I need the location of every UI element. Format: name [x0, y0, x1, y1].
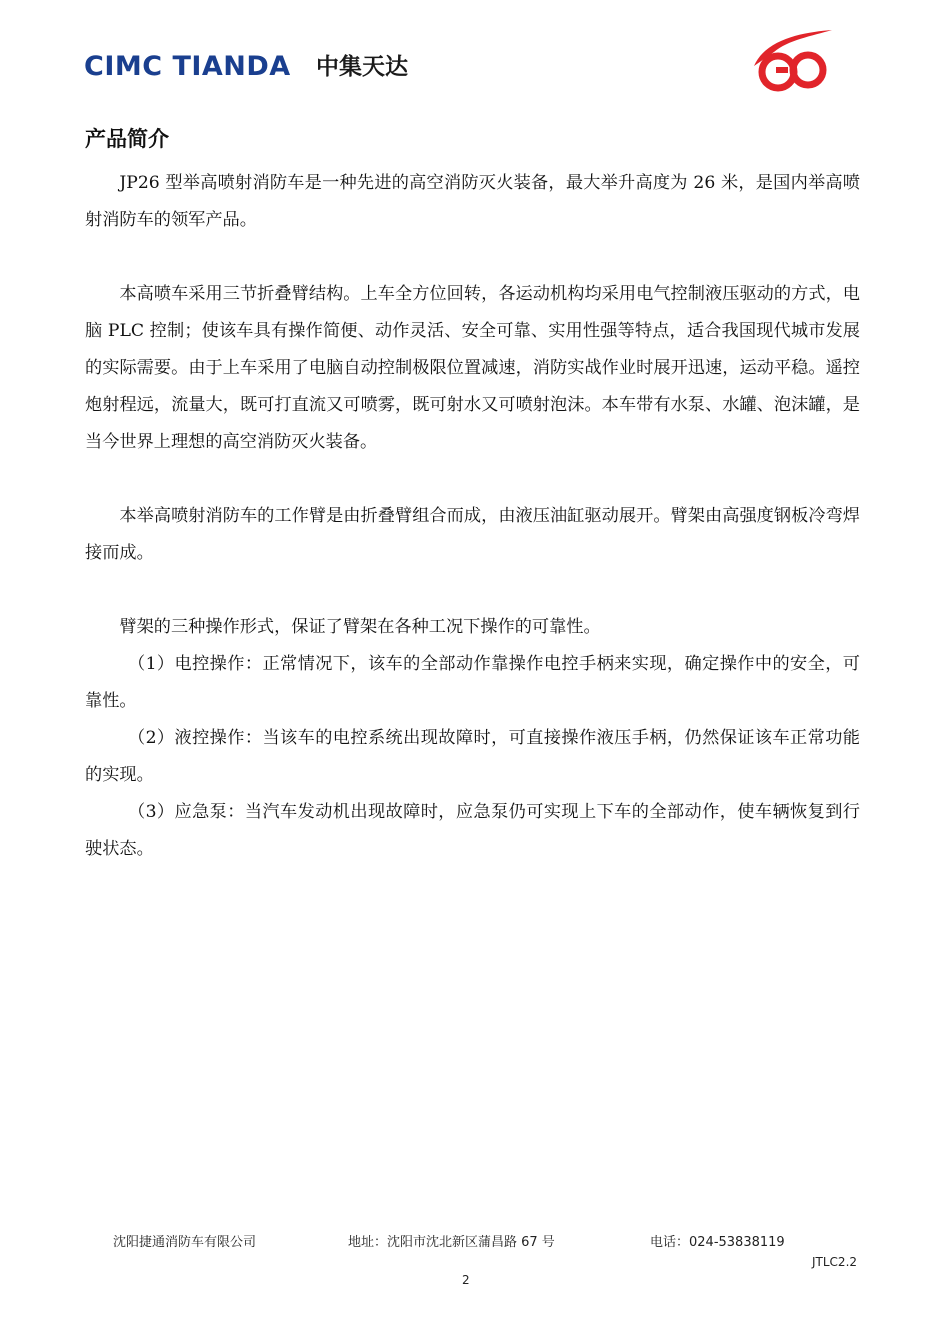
footer-phone: 电话：024-53838119	[650, 1235, 785, 1250]
paragraph-operation-modes: 臂架的三种操作形式，保证了臂架在各种工况下操作的可靠性。	[119, 617, 601, 637]
paragraph-structure: 本高喷车采用三节折叠臂结构。上车全方位回转，各运动机构均采用电气控制液压驱动的方式，电脑 PLC 控制；使该车具有操作简便、动作灵活、安全可靠、实用性强等特点，适合我国现代城市发展的实际需要。由于上车采用了电脑自动控制极限位置减速，消防实战作业时展开迅速，运动平稳。遥控炮射程远，流量大，既可打直流又可喷雾，既可射水又可喷射泡沫。本车带有水泵、水罐、泡沫罐，是当今世界上理想的高空消防灭火装备。	[85, 284, 860, 452]
footer-address: 地址：沈阳市沈北新区蒲昌路 67 号	[348, 1235, 555, 1250]
document-code: JTLC2.2	[812, 1255, 858, 1269]
page-title: 产品简介	[85, 127, 169, 151]
logo-text: CIMC TIANDA	[84, 51, 291, 82]
list-item-emergency-pump: （3）应急泵：当汽车发动机出现故障时，应急泵仍可实现上下车的全部动作，使车辆恢复到行驶状态。	[85, 802, 860, 859]
paragraph-boom: 本举高喷射消防车的工作臂是由折叠臂组合而成，由液压油缸驱动展开。臂架由高强度钢板冷弯焊接而成。	[85, 506, 860, 563]
paragraph-intro: JP26 型举高喷射消防车是一种先进的高空消防灭火装备，最大举升高度为 26 米，是国内举高喷射消防车的领军产品。	[85, 173, 860, 230]
footer-company: 沈阳捷通消防车有限公司	[113, 1235, 257, 1250]
list-item-hydraulic-control: （2）液控操作：当该车的电控系统出现故障时，可直接操作液压手柄，仍然保证该车正常功能的实现。	[85, 728, 860, 785]
document-body	[85, 165, 860, 868]
page-number: 2	[462, 1273, 470, 1287]
cimc-emblem-icon	[748, 26, 836, 94]
list-item-electric-control: （1）电控操作：正常情况下，该车的全部动作靠操作电控手柄来实现，确定操作中的安全，可靠性。	[85, 654, 860, 711]
logo-chinese-name: 中集天达	[316, 54, 408, 80]
